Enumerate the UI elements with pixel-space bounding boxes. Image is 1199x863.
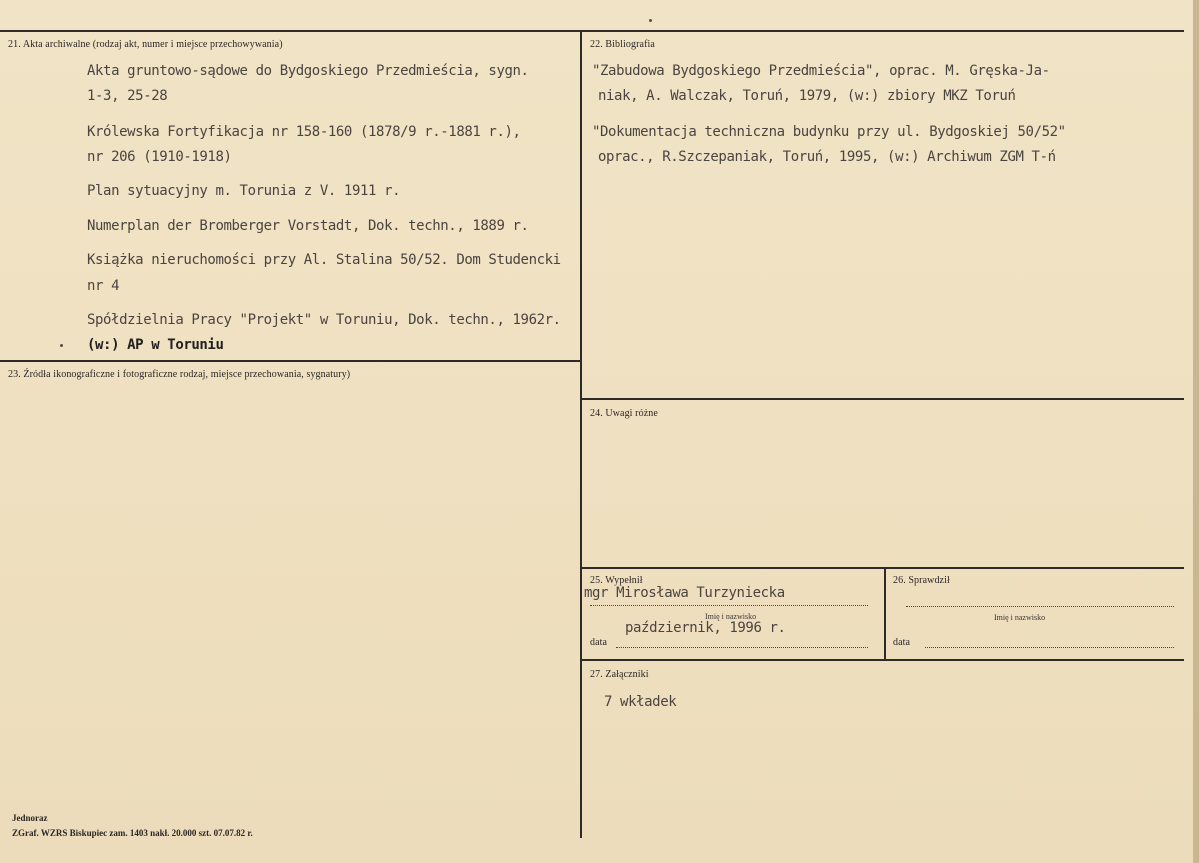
archive-line: Spółdzielnia Pracy "Projekt" w Toruniu, Dok. techn., 1962r. [87,312,561,328]
section-25-label: 25. Wypełnił [590,575,643,586]
archive-line: Akta gruntowo-sądowe do Bydgoskiego Przedmieścia, sygn. [87,63,529,79]
archive-line: 1-3, 25-28 [87,88,168,104]
date-label: data [590,637,608,648]
attachments-value: 7 wkładek [604,694,677,710]
paper-speck [649,19,652,22]
filled-date: październik, 1996 r. [625,620,786,636]
checked-date-label: data [893,637,911,648]
archive-line: Plan sytuacyjny m. Torunia z V. 1911 r. [87,183,401,199]
section-22-label: 22. Bibliografia [590,39,655,50]
archive-line: nr 206 (1910-1918) [87,149,232,165]
rule-21-23 [0,360,580,362]
bibliography-line: "Dokumentacja techniczna budynku przy ul. Bydgoskiej 50/52" [592,124,1066,140]
paper-speck [60,344,63,347]
rule-22-24 [582,398,1184,400]
checked-name-line [906,606,1174,607]
center-divider [580,30,582,838]
name-caption: Imię i nazwisko [705,612,757,621]
rule-25-27 [582,659,1184,661]
footer-title: Jednoraz [12,813,48,823]
archive-line: Królewska Fortyfikacja nr 158-160 (1878/9 r.-1881 r.), [87,124,521,140]
bibliography-line: oprac., R.Szczepaniak, Toruń, 1995, (w:) Archiwum ZGM T-ń [598,149,1056,165]
top-rule [0,30,1184,32]
archive-line: Numerplan der Bromberger Vorstadt, Dok. techn., 1889 r. [87,218,529,234]
bibliography-line: "Zabudowa Bydgoskiego Przedmieścia", oprac. M. Gręska-Ja- [592,63,1050,79]
section-27-label: 27. Załączniki [590,669,649,680]
card-edge [1193,0,1199,863]
footer-print-info: ZGraf. WZRS Biskupiec zam. 1403 nakł. 20.000 szt. 07.07.82 r. [12,828,253,838]
filled-by-name: mgr Mirosława Turzyniecka [584,585,785,601]
archive-line: (w:) AP w Toruniu [87,337,224,353]
section-24-label: 24. Uwagi różne [590,408,658,419]
rule-24-25 [582,567,1184,569]
checked-date-line [925,647,1174,648]
section-21-label: 21. Akta archiwalne (rodzaj akt, numer i miejsce przechowywania) [8,39,283,50]
name-line [590,605,868,606]
section-23-label: 23. Źródła ikonograficzne i fotograficzne rodzaj, miejsce przechowania, sygnatury) [8,369,351,380]
section-26-label: 26. Sprawdził [893,575,950,586]
archive-line: Książka nieruchomości przy Al. Stalina 50/52. Dom Studencki [87,252,561,268]
archive-line: nr 4 [87,278,120,294]
bibliography-line: niak, A. Walczak, Toruń, 1979, (w:) zbiory MKZ Toruń [598,88,1016,104]
date-line [616,647,868,648]
divider-25-26 [884,567,886,660]
checked-name-caption: Imię i nazwisko [994,613,1046,622]
